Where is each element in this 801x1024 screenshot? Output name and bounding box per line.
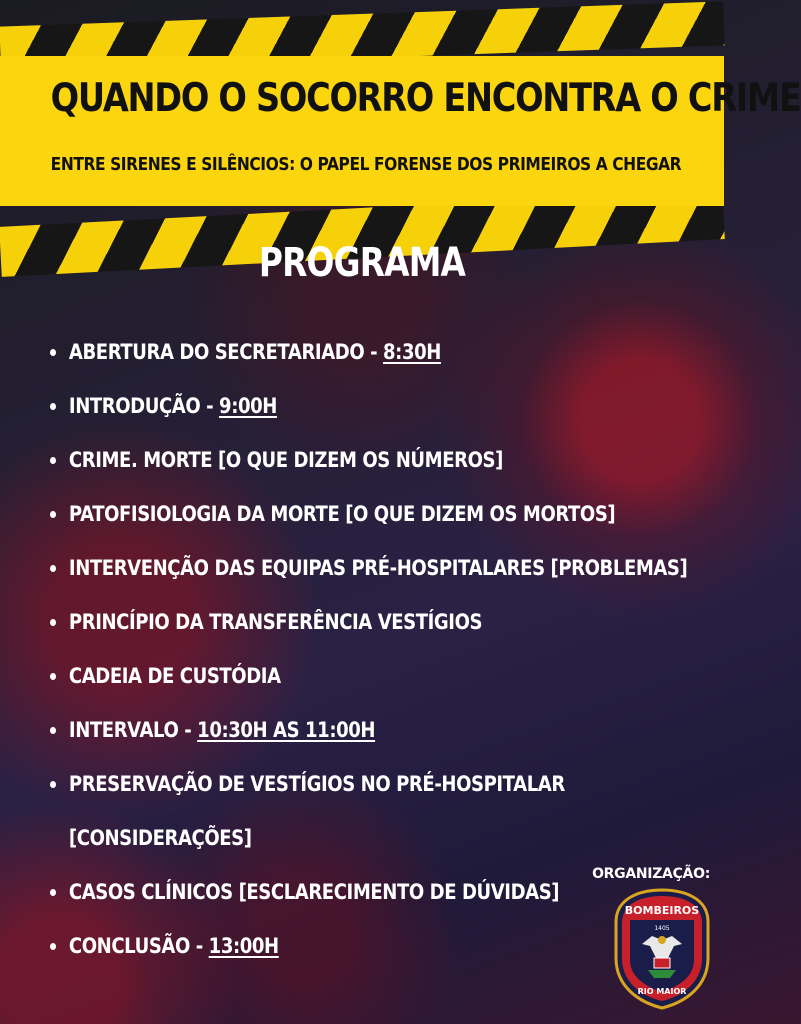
item-time: 9:00H bbox=[219, 394, 277, 418]
title-banner bbox=[0, 56, 801, 206]
item-time: 10:30H AS 11:00H bbox=[197, 718, 376, 742]
program-item: CRIME. MORTE [O QUE DIZEM OS NÚMEROS] bbox=[50, 438, 600, 492]
bullet-icon bbox=[50, 565, 56, 572]
program-item: INTERVALO - 10:30H AS 11:00H bbox=[50, 708, 600, 762]
item-time: 8:30H bbox=[383, 340, 441, 364]
bullet-icon bbox=[50, 619, 56, 626]
bullet-icon bbox=[50, 673, 56, 680]
program-item: PATOFISIOLOGIA DA MORTE [O QUE DIZEM OS MORTOS] bbox=[50, 492, 600, 546]
program-item: INTRODUÇÃO - 9:00H bbox=[50, 384, 600, 438]
program-item: CADEIA DE CUSTÓDIA bbox=[50, 654, 600, 708]
program-item-continuation: [CONSIDERAÇÕES] bbox=[68, 826, 252, 850]
program-item: CONCLUSÃO - 13:00H bbox=[50, 924, 600, 978]
bullet-icon bbox=[50, 943, 56, 950]
bullet-icon bbox=[50, 889, 56, 896]
bullet-icon bbox=[50, 781, 56, 788]
organization-label: ORGANIZAÇÃO: bbox=[592, 866, 710, 882]
program-item: CASOS CLÍNICOS [ESCLARECIMENTO DE DÚVIDAS] bbox=[50, 870, 600, 924]
bombeiros-logo bbox=[612, 888, 712, 1010]
bullet-icon bbox=[50, 511, 56, 518]
event-subtitle: ENTRE SIRENES E SILÊNCIOS: O PAPEL FORENSE DOS PRIMEIROS A CHEGAR bbox=[50, 154, 682, 175]
program-item: INTERVENÇÃO DAS EQUIPAS PRÉ-HOSPITALARES [PROBLEMAS] bbox=[50, 546, 600, 600]
program-item: ABERTURA DO SECRETARIADO - 8:30H bbox=[50, 330, 600, 384]
bullet-icon bbox=[50, 403, 56, 410]
program-heading: PROGRAMA bbox=[258, 240, 466, 286]
program-item: PRESERVAÇÃO DE VESTÍGIOS NO PRÉ-HOSPITALAR bbox=[50, 762, 600, 816]
logo-top-text: BOMBEIROS bbox=[624, 904, 700, 917]
program-item: PRINCÍPIO DA TRANSFERÊNCIA VESTÍGIOS bbox=[50, 600, 600, 654]
bullet-icon bbox=[50, 349, 56, 356]
bullet-icon bbox=[50, 727, 56, 734]
logo-bottom-text: RIO MAIOR bbox=[637, 987, 687, 996]
logo-number: 1405 bbox=[654, 925, 670, 932]
event-title: QUANDO O SOCORRO ENCONTRA O CRIME bbox=[50, 76, 801, 121]
bullet-icon bbox=[50, 457, 56, 464]
item-time: 13:00H bbox=[208, 934, 279, 958]
